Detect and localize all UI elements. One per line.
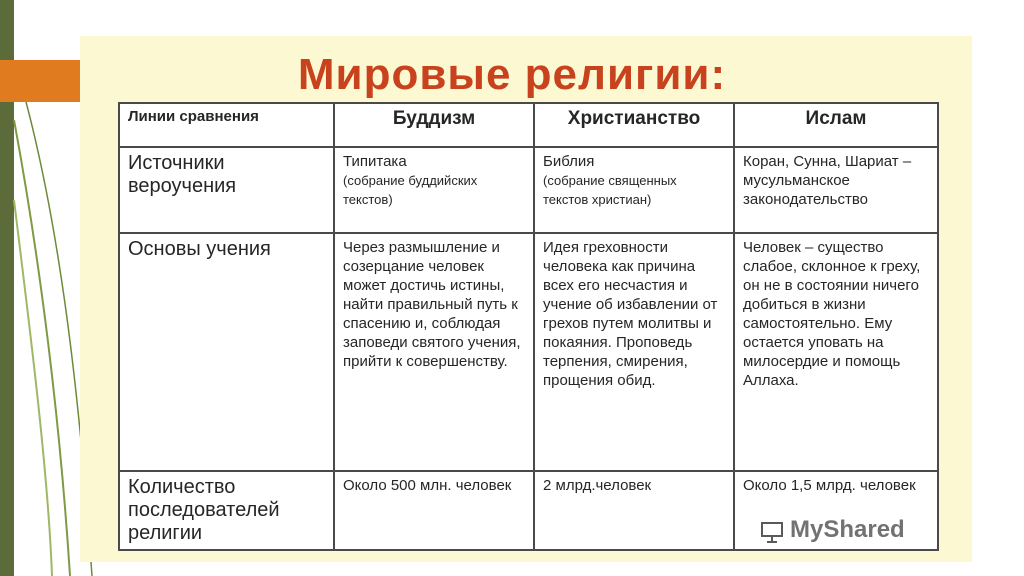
row-label-teaching: Основы учения bbox=[119, 233, 334, 471]
cell-islam-sources: Коран, Сунна, Шариат – мусульманское законодательство bbox=[734, 147, 938, 233]
cell-note-text: (собрание буддийских текстов) bbox=[343, 173, 478, 207]
cell-note-text: (собрание священных текстов христиан) bbox=[543, 173, 677, 207]
header-islam: Ислам bbox=[734, 103, 938, 147]
slide-title: Мировые религии: bbox=[297, 50, 727, 99]
row-label-sources: Источники вероучения bbox=[119, 147, 334, 233]
cell-main-text: Типитака bbox=[343, 153, 407, 170]
header-comparison-lines: Линии сравнения bbox=[119, 103, 334, 147]
cell-buddhism-teaching: Через размышление и созерцание человек может достичь истины, найти правильный путь к спасению и, соблюдая заповеди святого учения, прийти к совершенству. bbox=[334, 233, 534, 471]
cell-buddhism-sources bbox=[334, 147, 534, 233]
presentation-icon bbox=[760, 520, 784, 544]
table-header-row bbox=[119, 103, 938, 147]
row-label-followers: Количество последователей религии bbox=[119, 471, 334, 550]
cell-christianity-sources bbox=[534, 147, 734, 233]
watermark-logo: MyShared bbox=[790, 516, 905, 543]
header-buddhism: Буддизм bbox=[334, 103, 534, 147]
table-row bbox=[119, 147, 938, 233]
cell-buddhism-followers: Около 500 млн. человек bbox=[334, 471, 534, 550]
cell-christianity-teaching: Идея греховности человека как причина всех его несчастия и учение об избавлении от грехов путем молитвы и покаяния. Проповедь терпения, смирения, прощения обид. bbox=[534, 233, 734, 471]
table-row bbox=[119, 233, 938, 471]
comparison-table bbox=[118, 102, 939, 551]
cell-main-text: Библия bbox=[543, 153, 595, 170]
cell-christianity-followers: 2 млрд.человек bbox=[534, 471, 734, 550]
cell-islam-teaching: Человек – существо слабое, склонное к греху, он не в состоянии ничего добиться в жизни самостоятельно. Ему остается уповать на милосердие и помощь Аллаха. bbox=[734, 233, 938, 471]
header-christianity: Христианство bbox=[534, 103, 734, 147]
cell-islam-followers: Около 1,5 млрд. человек bbox=[734, 471, 938, 550]
